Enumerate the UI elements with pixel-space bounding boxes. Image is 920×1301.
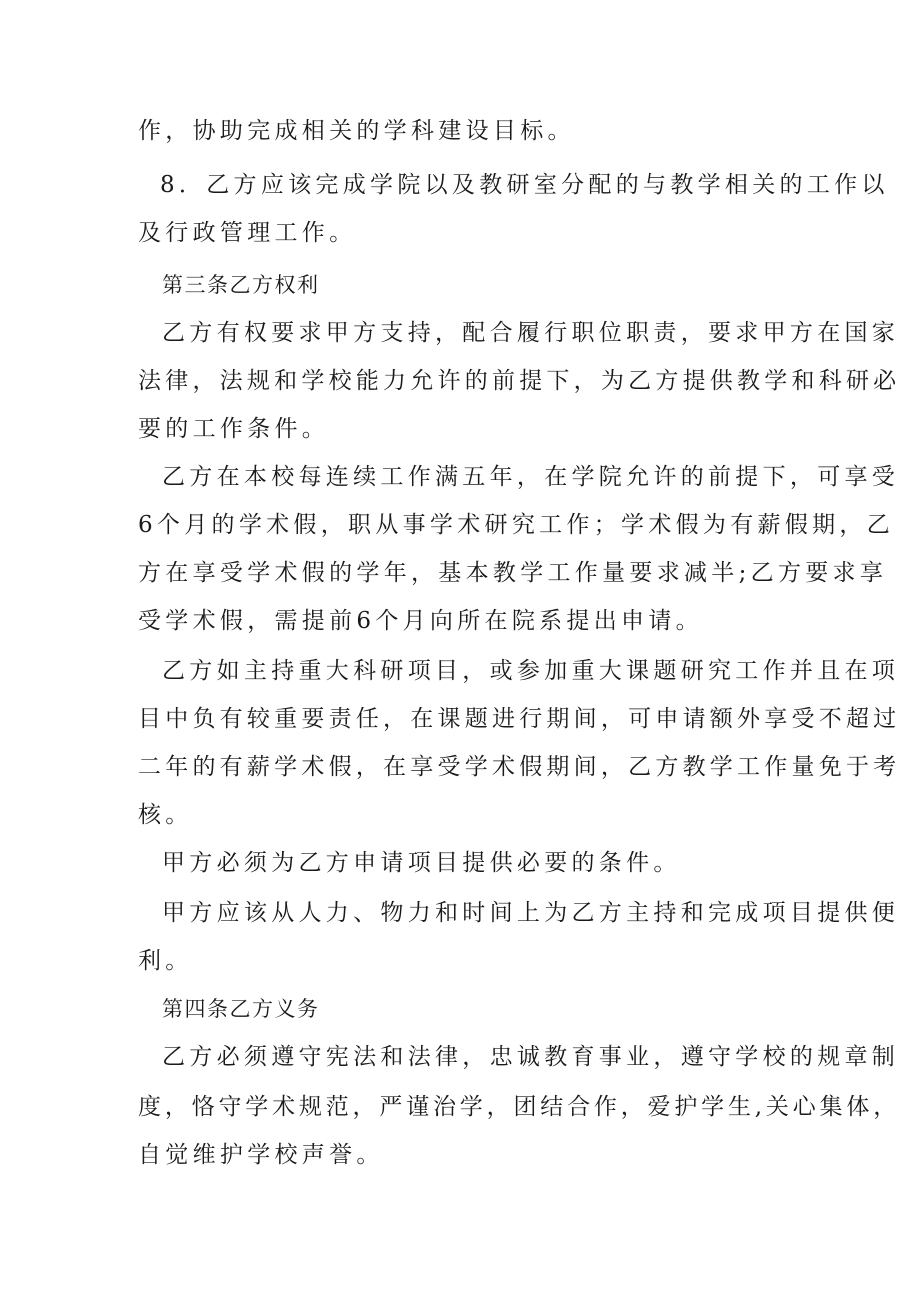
paragraph-line: 受学术假，需提前6个月向所在院系提出申请。: [138, 608, 703, 634]
paragraph-line: 利。: [138, 948, 193, 974]
paragraph-line: 核。: [138, 802, 193, 828]
paragraph-line: 度，恪守学术规范，严谨治学，团结合作，爱护学生,关心集体，: [138, 1094, 901, 1120]
paragraph-line: 乙方有权要求甲方支持，配合履行职位职责，要求甲方在国家: [162, 320, 900, 346]
paragraph-line: 二年的有薪学术假，在享受学术假期间，乙方教学工作量免于考: [138, 754, 901, 780]
section-heading: 第四条乙方义务: [162, 997, 320, 1021]
paragraph-line: 甲方必须为乙方申请项目提供必要的条件。: [162, 850, 681, 876]
paragraph-line: 自觉维护学校声誉。: [138, 1142, 384, 1168]
paragraph-line: 目中负有较重要责任，在课题进行期间，可申请额外享受不超过: [138, 706, 901, 732]
paragraph-line: 8．乙方应该完成学院以及教研室分配的与教学相关的工作以: [160, 172, 889, 198]
paragraph-line: 甲方应该从人力、物力和时间上为乙方主持和完成项目提供便: [162, 900, 900, 926]
paragraph-line: 及行政管理工作。: [138, 220, 357, 246]
paragraph-line: 方在享受学术假的学年，基本教学工作量要求减半;乙方要求享: [138, 560, 888, 586]
paragraph-line: 要的工作条件。: [138, 416, 330, 442]
section-heading: 第三条乙方权利: [162, 273, 320, 297]
paragraph-line: 乙方如主持重大科研项目，或参加重大课题研究工作并且在项: [162, 658, 900, 684]
paragraph-line: 乙方在本校每连续工作满五年，在学院允许的前提下，可享受: [162, 464, 900, 490]
paragraph-line: 乙方必须遵守宪法和法律，忠诚教育事业，遵守学校的规章制: [162, 1044, 900, 1070]
paragraph-line: 作，协助完成相关的学科建设目标。: [138, 118, 575, 144]
paragraph-line: 法律，法规和学校能力允许的前提下，为乙方提供教学和科研必: [138, 368, 901, 394]
paragraph-line: 6个月的学术假，职从事学术研究工作；学术假为有薪假期，乙: [138, 512, 895, 538]
